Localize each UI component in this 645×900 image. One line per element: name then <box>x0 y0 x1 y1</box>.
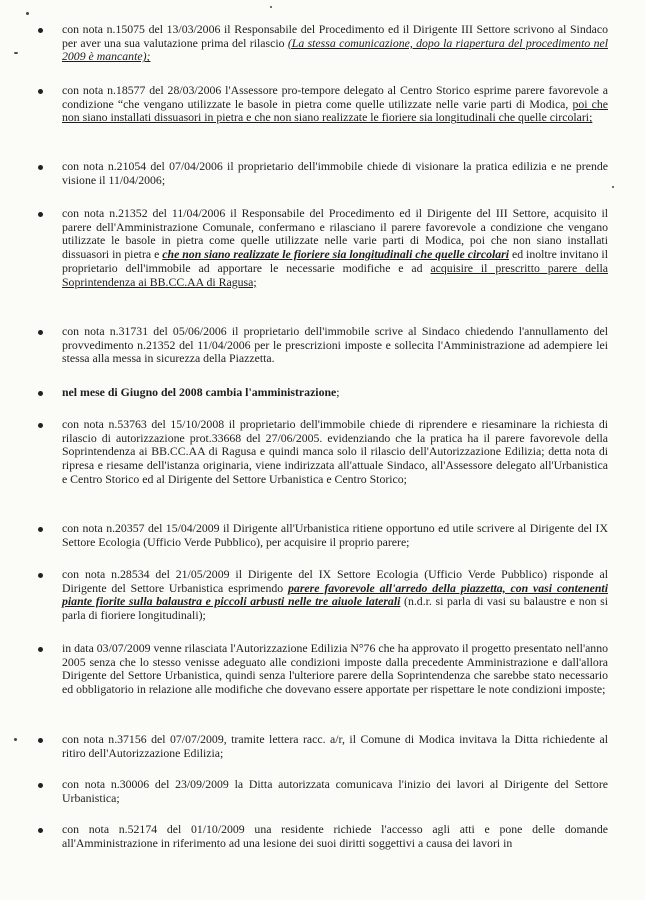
text-segment: con nota n.18577 del 28/03/2006 l'Assessore pro-tempore delegato al Centro Storico esprime parere favorevole a condizione “che vengano utilizzate le basole in pietra come quelle utilizzate nelle varie parti di Modica, <box>62 83 608 111</box>
list-item <box>62 568 608 623</box>
bullet-icon <box>38 527 43 532</box>
item-text <box>62 22 608 63</box>
text-segment: con nota n.31731 del 05/06/2006 il proprietario dell'immobile scrive al Sindaco chiedendo l'annullamento del provvedimento n.21352 del 11/04/2006 per le prescrizioni imposte e sollecita l'Amministrazione ad adempiere lei stessa alla messa in sicurezza della Piazzetta. <box>62 324 608 366</box>
list-item <box>62 386 608 400</box>
text-segment: con nota n.28534 del 21/05/2009 il Dirigente del IX Settore Ecologia (Ufficio Verde Pubblico) risponde al Dirigente del Settore Urbanistica esprimendo <box>62 567 608 595</box>
text-segment: ; <box>336 385 340 399</box>
bullet-icon <box>38 647 43 652</box>
bullet-icon <box>38 783 43 788</box>
list-item <box>62 325 608 366</box>
text-segment: con nota n.30006 del 23/09/2009 la Ditta autorizzata comunicava l'inizio dei lavori al Dirigente del Settore Urbanistica; <box>62 777 608 805</box>
item-text <box>62 324 608 365</box>
scan-speck <box>612 186 614 188</box>
bullet-icon <box>38 738 43 743</box>
list-item <box>62 23 608 64</box>
item-text <box>62 641 608 696</box>
text-segment: con nota n.53763 del 15/10/2008 il proprietario dell'immobile chiede di riprendere e riesaminare la richiesta di rilascio di autorizzazione prot.33668 del 27/06/2005. evidenziando che la pratica ha il parere favorevole della Soprintendenza ai BB.CC.AA di Ragusa e quindi manca solo il rilascio dell'Autorizzazione Edilizia; detta nota di ripresa e riesame dell'istanza originaria, viene indirizzata all'attuale Sindaco, all'Assessore delegato all'Urbanistica e Centro Storico ed al Dirigente del Settore Urbanistica e Centro Storico; <box>62 417 608 486</box>
text-segment: ed inoltre invitano il proprietario dell'immobile ad apportare le necessarie modifiche e ad <box>62 247 608 275</box>
text-segment: con nota n.21352 del 11/04/2006 il Responsabile del Procedimento ed il Dirigente del III Settore, acquisito il parere dell'Amministrazione Comunale, confermano e rilasciano il parere favorevole a condizione che vengano utilizzate le basole in pietra come quelle utilizzate nelle varie parti di Modica, poi che non siano installati dissuasori in pietra e <box>62 206 608 262</box>
item-text <box>62 417 608 486</box>
bullet-icon <box>38 423 43 428</box>
item-text <box>62 777 608 805</box>
bullet-icon <box>38 28 43 33</box>
list-item <box>62 84 608 125</box>
list-item <box>62 778 608 805</box>
text-segment: con nota n.20357 del 15/04/2009 il Dirigente all'Urbanistica ritiene opportuno ed utile scrivere al Dirigente del IX Settore Ecologia (Ufficio Verde Pubblico), per acquisire il proprio parere; <box>62 521 608 549</box>
text-segment: con nota n.21054 del 07/04/2006 il proprietario dell'immobile chiede di visionare la pratica edilizia e ne prende visione il 11/04/2006; <box>62 159 608 187</box>
text-segment: (La stessa comunicazione, dopo la riapertura del procedimento nel 2009 è mancante); <box>62 35 608 64</box>
item-text <box>62 385 340 399</box>
item-text <box>62 567 608 622</box>
text-segment: con nota n.37156 del 07/07/2009, tramite lettera racc. a/r, il Comune di Modica invitava la Ditta richiedente al ritiro dell'Autorizzazione Edilizia; <box>62 732 608 760</box>
bullet-icon <box>38 573 43 578</box>
item-text <box>62 83 608 124</box>
scan-speck <box>270 6 272 8</box>
text-segment: poi che non siano installati dissuasori in pietra e che non siano realizzate le fioriere sia longitudinali che quelle circolari; <box>62 96 608 125</box>
scan-speck <box>14 52 18 54</box>
item-text <box>62 822 608 850</box>
list-item <box>62 522 608 549</box>
text-segment: parere favorevole all'arredo della piazzetta, con vasi contenenti piante fiorite sulla balaustra e piccoli arbusti nelle tre aiuole laterali <box>62 580 608 609</box>
text-segment: con nota n.15075 del 13/03/2006 il Responsabile del Procedimento ed il Dirigente III Settore scrivono al Sindaco per aver una sua valutazione prima del rilascio <box>62 22 608 50</box>
text-segment: che non siano realizzate le fioriere sia longitudinali che quelle circolari <box>162 247 510 262</box>
item-text <box>62 159 608 187</box>
item-text <box>62 206 608 289</box>
item-text <box>62 732 608 760</box>
bullet-icon <box>38 391 43 396</box>
list-item <box>62 207 608 289</box>
bullet-icon <box>38 165 43 170</box>
bullet-icon <box>38 330 43 335</box>
list-item <box>62 642 608 697</box>
text-segment: acquisire il prescritto parere della Soprintendenza ai BB.CC.AA di Ragusa; <box>62 260 609 289</box>
list-item <box>62 733 608 760</box>
list-item <box>62 823 608 850</box>
list-item <box>62 160 608 187</box>
scan-speck <box>14 738 17 741</box>
bullet-icon <box>38 89 43 94</box>
text-segment: nel mese di Giugno del 2008 cambia l'amministrazione <box>62 385 337 399</box>
text-segment: con nota n.52174 del 01/10/2009 una residente richiede l'accesso agli atti e pone delle domande all'Amministrazione in riferimento ad una lesione dei suoi diritti soggettivi a causa dei lavori in <box>62 822 608 850</box>
bullet-icon <box>38 828 43 833</box>
scan-speck <box>26 12 29 15</box>
item-text <box>62 521 608 549</box>
text-segment: in data 03/07/2009 venne rilasciata l'Autorizzazione Edilizia N°76 che ha approvato il progetto presentato nell'anno 2005 senza che lo stesso venisse adeguato alle condizioni imposte dalla precedente Amministrazione e dall'allora Dirigente del Settore Urbanistica, quindi senza l'ulteriore parere della Soprintendenza che sarebbe stato necessario ed obbligatorio in relazione alle modifiche che dovevano essere apportate per rispettare le note condizioni imposte; <box>62 641 608 697</box>
bullet-icon <box>38 212 43 217</box>
text-segment: (n.d.r. si parla di vasi su balaustre e non si parla di fioriere longitudinali); <box>62 594 608 623</box>
list-item <box>62 418 608 487</box>
